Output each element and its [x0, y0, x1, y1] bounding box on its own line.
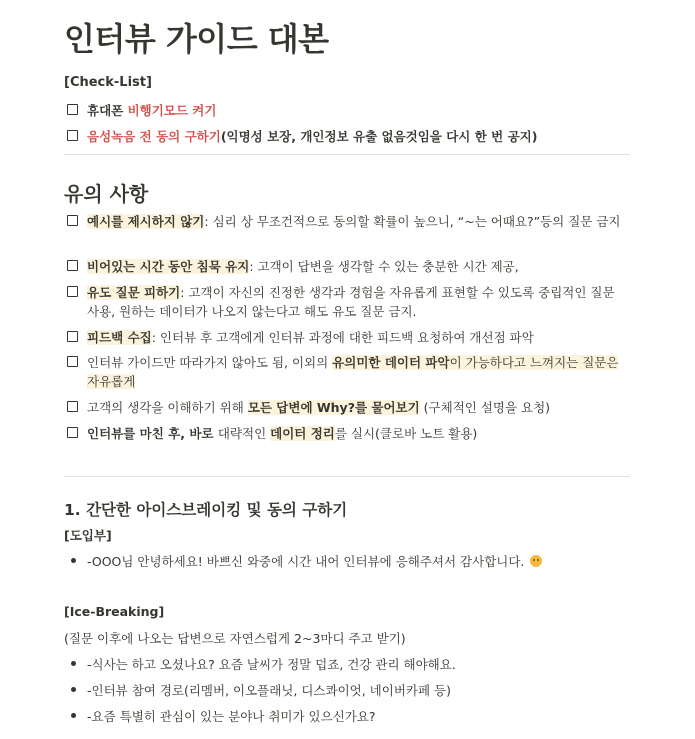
todo-item [64, 283, 630, 321]
list-item-text: -OOO님 안녕하세요! 바쁘신 와중에 시간 내어 인터뷰에 응해주셔서 감사합니다. [87, 554, 529, 569]
page-title: 인터뷰 가이드 대본 [64, 20, 329, 58]
highlight-text: 유의미한 데이터 파악 [332, 355, 450, 370]
bullet-dot [71, 713, 76, 718]
todo-text: 고객의 생각을 이해하기 위해 [87, 400, 248, 415]
checkbox[interactable] [67, 427, 78, 438]
checkbox[interactable] [67, 401, 78, 412]
checkbox[interactable] [67, 130, 78, 141]
todo-item [64, 257, 630, 276]
checkbox[interactable] [67, 286, 78, 297]
bullet-dot [71, 661, 76, 666]
todo-red-text: 음성녹음 전 동의 구하기 [87, 129, 221, 144]
todo-text: 를 실시(클로바 노트 활용) [334, 426, 478, 441]
todo-item [64, 101, 630, 120]
notes-heading: 유의 사항 [64, 182, 149, 206]
bullet-dot [71, 687, 76, 692]
list-item [64, 552, 630, 570]
list-item [64, 707, 630, 725]
todo-item [64, 424, 630, 443]
list-item-text: -식사는 하고 오셨나요? 요즘 날씨가 정말 덥죠, 건강 관리 해야해요. [87, 657, 456, 672]
list-item-text: -인터뷰 참여 경로(리멤버, 이오플래닛, 디스콰이엇, 네이버카페 등) [87, 683, 451, 698]
todo-item [64, 328, 630, 347]
list-item-text: -요즘 특별히 관심이 있는 분야나 취미가 있으신가요? [87, 709, 376, 724]
highlight-text: 유도 질문 피하기 [87, 285, 181, 300]
intro-label: [도입부] [64, 528, 112, 543]
highlight-text: 피드백 수집 [87, 330, 152, 345]
highlight-text: 예시를 제시하지 않기 [87, 214, 205, 229]
todo-item [64, 212, 630, 231]
divider [64, 476, 630, 477]
highlight-text: 데이터 정리 [270, 426, 335, 441]
todo-text: 휴대폰 [87, 103, 128, 118]
bullet-dot [71, 558, 76, 563]
todo-text: 인터뷰 가이드만 따라가지 않아도 됨, 이외의 [87, 355, 333, 370]
divider [64, 154, 630, 155]
list-item [64, 655, 630, 673]
checklist-label: [Check-List] [64, 75, 152, 90]
list-item [64, 681, 630, 699]
ice-breaking-label: [Ice-Breaking] [64, 604, 165, 619]
todo-text: 대략적인 [217, 426, 271, 441]
checkbox[interactable] [67, 260, 78, 271]
todo-text: : 심리 상 무조건적으로 동의할 확률이 높으니, “~는 어때요?”등의 질문 금지 [204, 214, 621, 229]
todo-item [64, 398, 630, 417]
section-heading: 1. 간단한 아이스브레이킹 및 동의 구하기 [64, 501, 348, 519]
ice-breaking-note: (질문 이후에 나오는 답변으로 자연스럽게 2~3마디 주고 받기) [64, 631, 406, 646]
todo-item [64, 353, 630, 391]
todo-text: : 고객이 답변을 생각할 수 있는 충분한 시간 제공, [249, 259, 519, 274]
todo-text: (익명성 보장, 개인정보 유출 없음것임을 다시 한 번 공지) [220, 129, 538, 144]
checkbox[interactable] [67, 356, 78, 367]
highlight-text: 모든 답변에 Why?를 물어보기 [247, 400, 420, 415]
checkbox[interactable] [67, 331, 78, 342]
todo-item [64, 127, 630, 146]
todo-text: (구체적인 설명을 요청) [419, 400, 551, 415]
checkbox[interactable] [67, 104, 78, 115]
smiling-face-icon [530, 555, 542, 567]
highlight-text: 이 가능하다고 느껴지는 질문은 자유롭게 [87, 355, 619, 389]
todo-text: : 고객이 자신의 진정한 생각과 경험을 자유롭게 표현할 수 있도록 중립적인 질문 사용, 원하는 데이터가 나오지 않는다고 해도 유도 질문 금지. [87, 285, 615, 319]
todo-red-text: 비행기모드 켜기 [127, 103, 217, 118]
checkbox[interactable] [67, 215, 78, 226]
todo-text: : 인터뷰 후 고객에게 인터뷰 과정에 대한 피드백 요청하여 개선점 파악 [151, 330, 534, 345]
todo-bold-text: 인터뷰를 마친 후, 바로 [87, 426, 218, 441]
highlight-text: 비어있는 시간 동안 침묵 유지 [87, 259, 250, 274]
